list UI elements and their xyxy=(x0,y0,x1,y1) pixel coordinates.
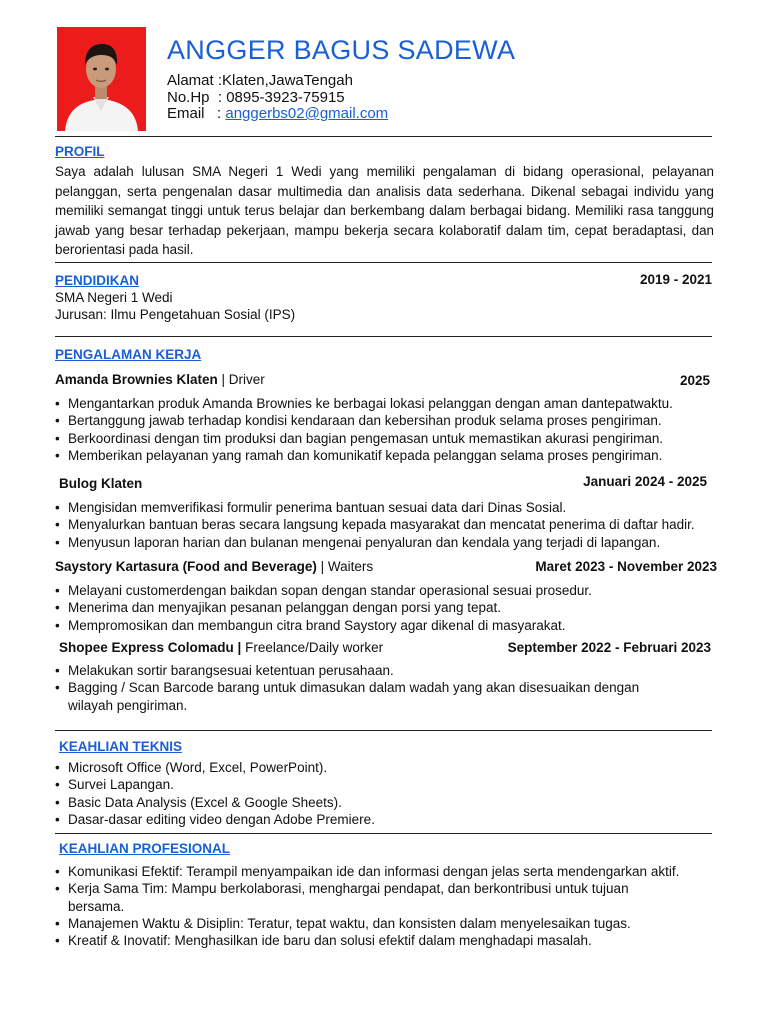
job-header xyxy=(55,372,265,387)
list-item: • Melakukan sortir barangsesuai ketentuan perusahaan. xyxy=(55,663,394,678)
education-date: 2019 - 2021 xyxy=(639,272,712,287)
job-date: September 2022 - Februari 2023 xyxy=(507,640,711,655)
job-role: Freelance/Daily worker xyxy=(245,640,384,655)
list-item: • Dasar-dasar editing video dengan Adobe Premiere. xyxy=(55,811,375,827)
profile-section-title: PROFIL xyxy=(55,144,105,159)
education-major: Jurusan: Ilmu Pengetahuan Sosial (IPS) xyxy=(55,307,296,322)
education-school: SMA Negeri 1 Wedi xyxy=(55,290,173,305)
experience-section-title: PENGALAMAN KERJA xyxy=(55,347,202,362)
job-company: Amanda Brownies Klaten xyxy=(55,372,218,387)
list-item: • Survei Lapangan. xyxy=(55,777,174,793)
list-item: • Menerima dan menyajikan pesanan pelanggan dengan porsi yang tepat. xyxy=(55,600,502,616)
list-item: • Menyalurkan bantuan beras secara langsung kepada masyarakat dan mencatat penerima di daftar hadir. xyxy=(55,517,695,533)
profile-summary: Saya adalah lulusan SMA Negeri 1 Wedi yang memiliki pengalaman di bidang operasional, pelayanan pelanggan, serta pengenalan dasar multimedia dan analisis data sederhana. Dikenal sebagai individu yang memiliki semangat tinggi untuk terus belajar dan berkembang dalam berbagai bidang. Memiliki rasa tanggung jawab yang besar terhadap pekerjaan, mampu bekerja secara kolaboratif dalam tim, cepat beradaptasi, dan berorientasi pada hasil. xyxy=(55,164,714,258)
list-item: • Kreatif & Inovatif: Menghasilkan ide baru dan solusi efektif dalam menghadapi masalah. xyxy=(55,933,592,949)
list-item: • Melayani customerdengan baikdan sopan dengan standar operasional sesuai prosedur. xyxy=(55,583,592,598)
list-item: • Komunikasi Efektif: Terampil menyampaikan ide dan informasi dengan jelas serta mendengarkan aktif. xyxy=(55,864,680,879)
divider xyxy=(55,730,712,731)
divider xyxy=(55,262,712,263)
pro-skills-list xyxy=(55,863,720,949)
email-link[interactable]: anggerbs02@gmail.com xyxy=(225,105,389,122)
job-header xyxy=(59,476,142,491)
job-duties-list xyxy=(55,662,675,714)
email-line xyxy=(167,105,388,122)
list-item: • Microsoft Office (Word, Excel, PowerPoint). xyxy=(55,760,328,775)
job-header xyxy=(59,640,383,655)
job-company: Bulog Klaten xyxy=(59,476,143,491)
list-item: • Bertanggung jawab terhadap kondisi kendaraan dan kebersihan produk selama proses pengiriman. xyxy=(55,413,662,429)
address-value: Klaten,JawaTengah xyxy=(222,72,353,89)
list-item: • Mengantarkan produk Amanda Brownies ke berbagai lokasi pelanggan dengan aman dantepatwaktu. xyxy=(55,396,673,411)
profile-photo xyxy=(57,27,146,131)
job-role: | Driver xyxy=(217,372,265,387)
job-company: Saystory Kartasura (Food and Beverage) xyxy=(55,559,317,574)
list-item: • Basic Data Analysis (Excel & Google Sheets). xyxy=(55,794,342,810)
list-item: • Bagging / Scan Barcode barang untuk dimasukan dalam wadah yang akan disesuaikan dengan wilayah pengiriman. xyxy=(55,680,640,713)
divider xyxy=(55,336,712,337)
list-item: • Berkoordinasi dengan tim produksi dan bagian pengemasan untuk memastikan akurasi pengiriman. xyxy=(55,430,664,446)
list-item: • Mengisidan memverifikasi formulir penerima bantuan sesuai data dari Dinas Sosial. xyxy=(55,500,567,515)
job-duties-list xyxy=(55,582,592,634)
email-label: Email : xyxy=(167,105,226,122)
pro-skills-section-title: KEAHLIAN PROFESIONAL xyxy=(59,841,231,856)
divider xyxy=(55,136,712,137)
address-line xyxy=(167,72,353,89)
address-label: Alamat : xyxy=(167,72,223,89)
job-header xyxy=(55,559,373,574)
job-date: Januari 2024 - 2025 xyxy=(583,474,707,489)
list-item: • Menyusun laporan harian dan bulanan mengenai penyaluran dan kendala yang terjadi di lapangan. xyxy=(55,534,661,550)
tech-skills-section-title: KEAHLIAN TEKNIS xyxy=(59,739,183,754)
job-role: | Waiters xyxy=(316,559,374,574)
list-item: • Manajemen Waktu & Disiplin: Teratur, tepat waktu, dan konsisten dalam menyelesaikan tugas. xyxy=(55,915,631,931)
person-portrait-icon xyxy=(57,27,146,131)
education-section-title: PENDIDIKAN xyxy=(55,273,140,288)
divider xyxy=(55,833,712,834)
job-duties-list xyxy=(55,499,695,551)
list-item: • Memberikan pelayanan yang ramah dan komunikatif kepada pelanggan selama proses pengiriman. xyxy=(55,447,663,463)
phone-label: No.Hp : xyxy=(167,89,227,106)
job-date: 2025 xyxy=(679,373,710,388)
list-item: • Kerja Sama Tim: Mampu berkolaborasi, menghargai pendapat, dan berkontribusi untuk tujuan bersama. xyxy=(55,881,629,914)
job-date: Maret 2023 - November 2023 xyxy=(535,559,717,574)
list-item: • Mempromosikan dan membangun citra brand Saystory agar dikenal di masyarakat. xyxy=(55,617,566,633)
job-company: Shopee Express Colomadu | xyxy=(59,640,246,655)
tech-skills-list xyxy=(55,759,375,828)
phone-value: 0895-3923-75915 xyxy=(226,89,345,106)
candidate-name: ANGGER BAGUS SADEWA xyxy=(167,35,516,65)
job-duties-list xyxy=(55,395,673,464)
phone-line xyxy=(167,89,345,106)
